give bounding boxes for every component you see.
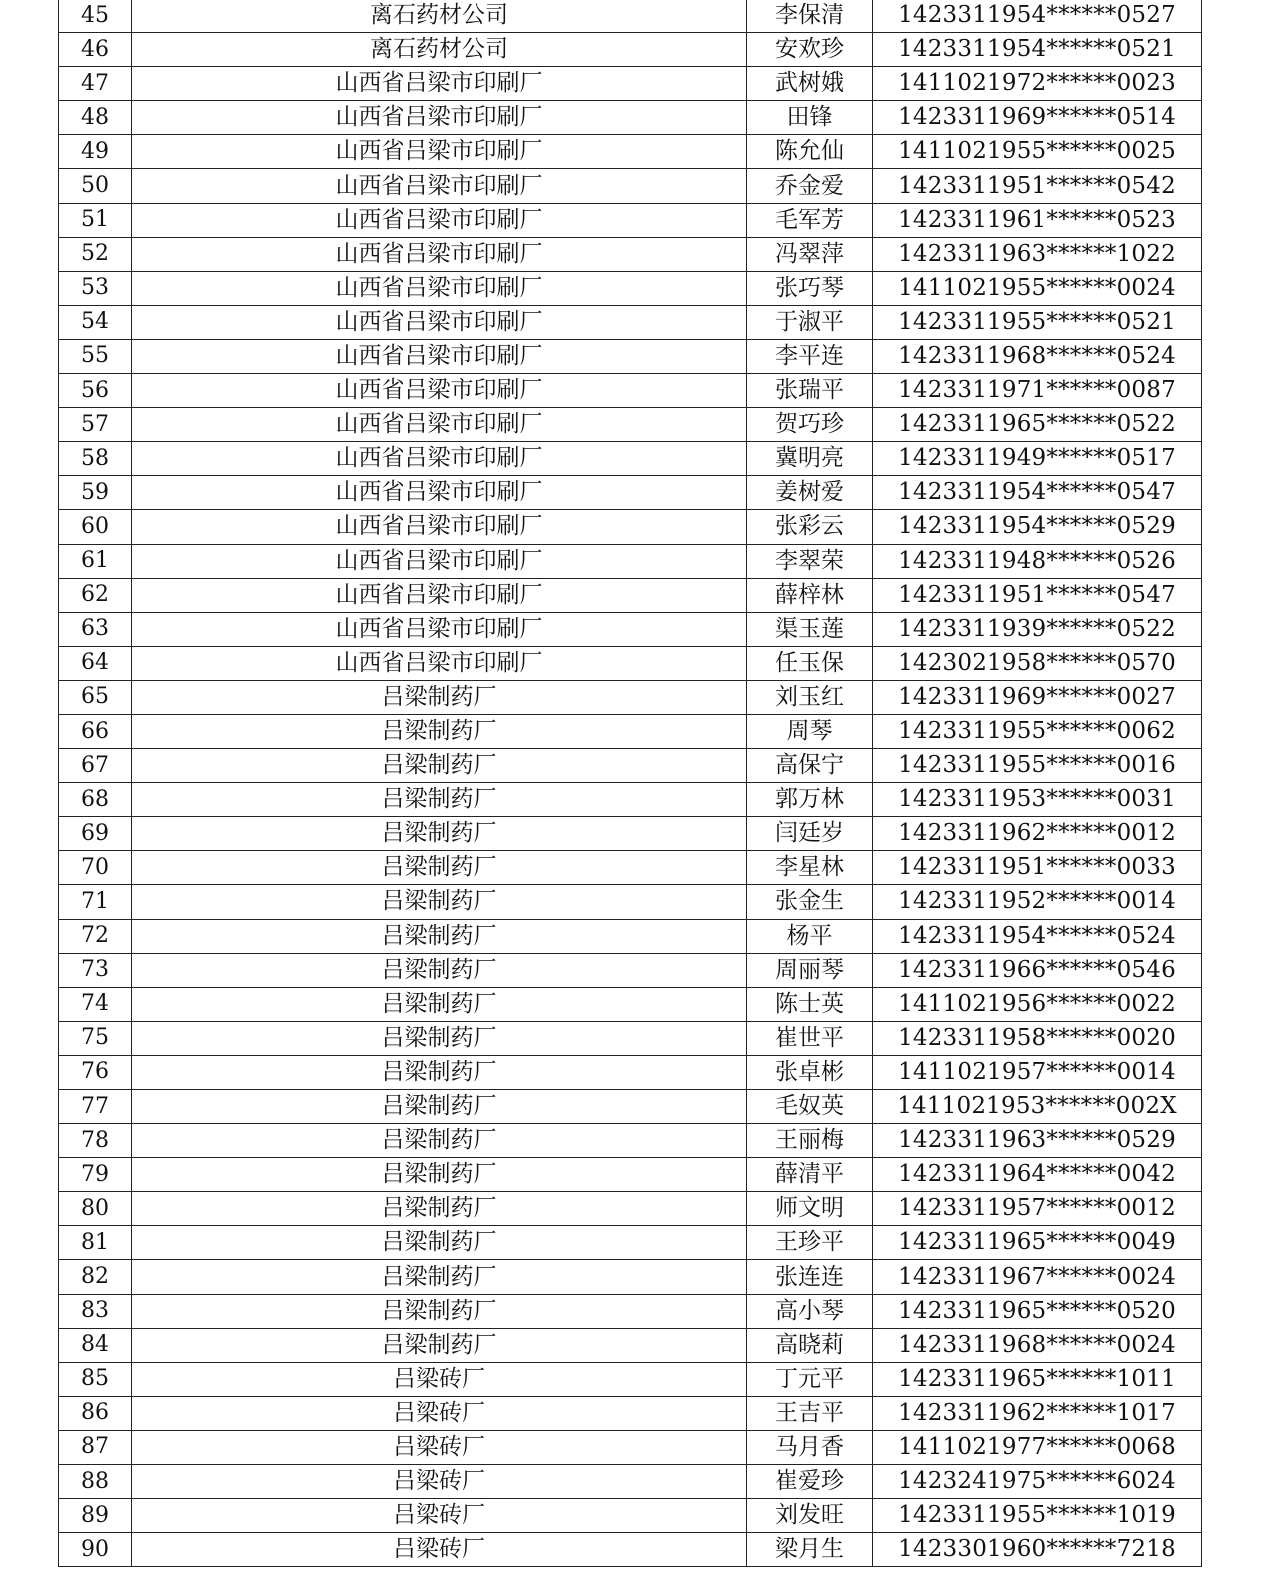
table-row [59, 749, 1202, 783]
table-row [59, 1021, 1202, 1055]
work-unit-cell: 离石药材公司 [132, 33, 747, 67]
id-number-cell: 1423311957******0012 [873, 1192, 1202, 1226]
work-unit-cell: 吕梁制药厂 [132, 1055, 747, 1089]
row-number-cell: 81 [59, 1226, 132, 1260]
work-unit-cell: 吕梁砖厂 [132, 1465, 747, 1499]
person-name-cell: 李星林 [747, 851, 873, 885]
id-number-cell: 1411021955******0024 [873, 271, 1202, 305]
table-row [59, 1533, 1202, 1567]
person-name-cell: 陈士英 [747, 987, 873, 1021]
row-number-cell: 51 [59, 203, 132, 237]
row-number-cell: 77 [59, 1090, 132, 1124]
table-row [59, 510, 1202, 544]
row-number-cell: 60 [59, 510, 132, 544]
person-name-cell: 薛梓林 [747, 578, 873, 612]
id-number-cell: 1423311951******0033 [873, 851, 1202, 885]
id-number-cell: 1423311965******1011 [873, 1362, 1202, 1396]
table-row [59, 1192, 1202, 1226]
work-unit-cell: 吕梁砖厂 [132, 1499, 747, 1533]
work-unit-cell: 山西省吕梁市印刷厂 [132, 271, 747, 305]
table-row [59, 33, 1202, 67]
row-number-cell: 50 [59, 169, 132, 203]
row-number-cell: 71 [59, 885, 132, 919]
table-row [59, 0, 1202, 33]
row-number-cell: 52 [59, 237, 132, 271]
id-number-cell: 1423241975******6024 [873, 1465, 1202, 1499]
table-row [59, 646, 1202, 680]
id-number-cell: 1423311962******1017 [873, 1396, 1202, 1430]
person-name-cell: 高晓莉 [747, 1328, 873, 1362]
row-number-cell: 49 [59, 135, 132, 169]
id-number-cell: 1423311954******0527 [873, 0, 1202, 33]
person-name-cell: 于淑平 [747, 305, 873, 339]
work-unit-cell: 吕梁制药厂 [132, 1328, 747, 1362]
row-number-cell: 87 [59, 1430, 132, 1464]
work-unit-cell: 山西省吕梁市印刷厂 [132, 442, 747, 476]
id-number-cell: 1423311965******0520 [873, 1294, 1202, 1328]
table-row [59, 305, 1202, 339]
id-number-cell: 1423311971******0087 [873, 374, 1202, 408]
person-name-cell: 陈允仙 [747, 135, 873, 169]
table-row [59, 442, 1202, 476]
row-number-cell: 68 [59, 783, 132, 817]
row-number-cell: 64 [59, 646, 132, 680]
id-number-cell: 1423311965******0522 [873, 408, 1202, 442]
id-number-cell: 1423311964******0042 [873, 1158, 1202, 1192]
id-number-cell: 1423311955******0016 [873, 749, 1202, 783]
row-number-cell: 55 [59, 339, 132, 373]
roster-table-body [59, 0, 1202, 1567]
table-row [59, 1499, 1202, 1533]
row-number-cell: 59 [59, 476, 132, 510]
table-row [59, 612, 1202, 646]
row-number-cell: 74 [59, 987, 132, 1021]
row-number-cell: 69 [59, 817, 132, 851]
work-unit-cell: 吕梁砖厂 [132, 1396, 747, 1430]
id-number-cell: 1411021953******002X [873, 1090, 1202, 1124]
id-number-cell: 1423311955******0521 [873, 305, 1202, 339]
table-row [59, 135, 1202, 169]
table-row [59, 1362, 1202, 1396]
person-name-cell: 冀明亮 [747, 442, 873, 476]
work-unit-cell: 山西省吕梁市印刷厂 [132, 612, 747, 646]
person-name-cell: 高小琴 [747, 1294, 873, 1328]
id-number-cell: 1423311968******0024 [873, 1328, 1202, 1362]
work-unit-cell: 山西省吕梁市印刷厂 [132, 169, 747, 203]
person-name-cell: 王珍平 [747, 1226, 873, 1260]
person-name-cell: 梁月生 [747, 1533, 873, 1567]
work-unit-cell: 吕梁砖厂 [132, 1362, 747, 1396]
work-unit-cell: 吕梁制药厂 [132, 953, 747, 987]
id-number-cell: 1423311966******0546 [873, 953, 1202, 987]
table-row [59, 237, 1202, 271]
person-name-cell: 崔世平 [747, 1021, 873, 1055]
table-row [59, 919, 1202, 953]
table-row [59, 476, 1202, 510]
work-unit-cell: 山西省吕梁市印刷厂 [132, 237, 747, 271]
id-number-cell: 1423311958******0020 [873, 1021, 1202, 1055]
id-number-cell: 1423311939******0522 [873, 612, 1202, 646]
id-number-cell: 1423311962******0012 [873, 817, 1202, 851]
table-row [59, 1465, 1202, 1499]
table-row [59, 783, 1202, 817]
row-number-cell: 62 [59, 578, 132, 612]
table-row [59, 1124, 1202, 1158]
table-row [59, 1158, 1202, 1192]
id-number-cell: 1423311961******0523 [873, 203, 1202, 237]
id-number-cell: 1423311953******0031 [873, 783, 1202, 817]
person-name-cell: 薛清平 [747, 1158, 873, 1192]
person-name-cell: 郭万林 [747, 783, 873, 817]
id-number-cell: 1423311967******0024 [873, 1260, 1202, 1294]
work-unit-cell: 吕梁制药厂 [132, 851, 747, 885]
id-number-cell: 1411021977******0068 [873, 1430, 1202, 1464]
row-number-cell: 63 [59, 612, 132, 646]
work-unit-cell: 吕梁制药厂 [132, 680, 747, 714]
row-number-cell: 66 [59, 714, 132, 748]
work-unit-cell: 吕梁制药厂 [132, 1260, 747, 1294]
id-number-cell: 1423311954******0521 [873, 33, 1202, 67]
table-row [59, 1260, 1202, 1294]
work-unit-cell: 吕梁制药厂 [132, 1294, 747, 1328]
person-name-cell: 闫廷岁 [747, 817, 873, 851]
work-unit-cell: 山西省吕梁市印刷厂 [132, 408, 747, 442]
row-number-cell: 45 [59, 0, 132, 33]
work-unit-cell: 离石药材公司 [132, 0, 747, 33]
work-unit-cell: 山西省吕梁市印刷厂 [132, 101, 747, 135]
work-unit-cell: 山西省吕梁市印刷厂 [132, 305, 747, 339]
person-name-cell: 任玉保 [747, 646, 873, 680]
row-number-cell: 56 [59, 374, 132, 408]
person-name-cell: 张金生 [747, 885, 873, 919]
person-name-cell: 张彩云 [747, 510, 873, 544]
person-name-cell: 李保清 [747, 0, 873, 33]
row-number-cell: 88 [59, 1465, 132, 1499]
id-number-cell: 1423021958******0570 [873, 646, 1202, 680]
work-unit-cell: 吕梁制药厂 [132, 714, 747, 748]
row-number-cell: 65 [59, 680, 132, 714]
id-number-cell: 1423311955******1019 [873, 1499, 1202, 1533]
row-number-cell: 48 [59, 101, 132, 135]
person-name-cell: 刘玉红 [747, 680, 873, 714]
row-number-cell: 70 [59, 851, 132, 885]
person-name-cell: 渠玉莲 [747, 612, 873, 646]
person-name-cell: 刘发旺 [747, 1499, 873, 1533]
table-row [59, 578, 1202, 612]
table-row [59, 987, 1202, 1021]
person-name-cell: 武树娥 [747, 67, 873, 101]
person-name-cell: 姜树爱 [747, 476, 873, 510]
work-unit-cell: 山西省吕梁市印刷厂 [132, 510, 747, 544]
person-name-cell: 师文明 [747, 1192, 873, 1226]
row-number-cell: 85 [59, 1362, 132, 1396]
person-name-cell: 乔金爱 [747, 169, 873, 203]
person-name-cell: 田锋 [747, 101, 873, 135]
id-number-cell: 1423311954******0529 [873, 510, 1202, 544]
id-number-cell: 1423311951******0547 [873, 578, 1202, 612]
person-name-cell: 张瑞平 [747, 374, 873, 408]
work-unit-cell: 吕梁砖厂 [132, 1430, 747, 1464]
table-row [59, 101, 1202, 135]
person-name-cell: 周琴 [747, 714, 873, 748]
person-name-cell: 贺巧珍 [747, 408, 873, 442]
person-name-cell: 张连连 [747, 1260, 873, 1294]
id-number-cell: 1411021955******0025 [873, 135, 1202, 169]
person-name-cell: 毛奴英 [747, 1090, 873, 1124]
table-row [59, 680, 1202, 714]
row-number-cell: 58 [59, 442, 132, 476]
person-name-cell: 张巧琴 [747, 271, 873, 305]
id-number-cell: 1423311963******1022 [873, 237, 1202, 271]
work-unit-cell: 山西省吕梁市印刷厂 [132, 476, 747, 510]
id-number-cell: 1423311954******0547 [873, 476, 1202, 510]
roster-table [58, 0, 1202, 1567]
row-number-cell: 78 [59, 1124, 132, 1158]
table-row [59, 817, 1202, 851]
id-number-cell: 1423311949******0517 [873, 442, 1202, 476]
row-number-cell: 75 [59, 1021, 132, 1055]
table-row [59, 339, 1202, 373]
person-name-cell: 王丽梅 [747, 1124, 873, 1158]
table-row [59, 544, 1202, 578]
table-row [59, 1328, 1202, 1362]
table-row [59, 203, 1202, 237]
row-number-cell: 82 [59, 1260, 132, 1294]
person-name-cell: 丁元平 [747, 1362, 873, 1396]
work-unit-cell: 山西省吕梁市印刷厂 [132, 339, 747, 373]
row-number-cell: 57 [59, 408, 132, 442]
row-number-cell: 53 [59, 271, 132, 305]
id-number-cell: 1411021956******0022 [873, 987, 1202, 1021]
row-number-cell: 90 [59, 1533, 132, 1567]
table-row [59, 1055, 1202, 1089]
table-row [59, 1294, 1202, 1328]
work-unit-cell: 吕梁制药厂 [132, 817, 747, 851]
person-name-cell: 马月香 [747, 1430, 873, 1464]
id-number-cell: 1423311968******0524 [873, 339, 1202, 373]
table-row [59, 714, 1202, 748]
work-unit-cell: 山西省吕梁市印刷厂 [132, 203, 747, 237]
work-unit-cell: 山西省吕梁市印刷厂 [132, 67, 747, 101]
id-number-cell: 1423311965******0049 [873, 1226, 1202, 1260]
work-unit-cell: 吕梁制药厂 [132, 1226, 747, 1260]
table-row [59, 1396, 1202, 1430]
id-number-cell: 1423311969******0027 [873, 680, 1202, 714]
person-name-cell: 王吉平 [747, 1396, 873, 1430]
id-number-cell: 1423311969******0514 [873, 101, 1202, 135]
table-row [59, 67, 1202, 101]
work-unit-cell: 吕梁制药厂 [132, 783, 747, 817]
id-number-cell: 1423311955******0062 [873, 714, 1202, 748]
table-row [59, 1226, 1202, 1260]
person-name-cell: 李翠荣 [747, 544, 873, 578]
work-unit-cell: 吕梁制药厂 [132, 749, 747, 783]
person-name-cell: 杨平 [747, 919, 873, 953]
id-number-cell: 1411021957******0014 [873, 1055, 1202, 1089]
person-name-cell: 张卓彬 [747, 1055, 873, 1089]
row-number-cell: 84 [59, 1328, 132, 1362]
row-number-cell: 86 [59, 1396, 132, 1430]
work-unit-cell: 吕梁制药厂 [132, 1192, 747, 1226]
work-unit-cell: 吕梁制药厂 [132, 987, 747, 1021]
id-number-cell: 1423311963******0529 [873, 1124, 1202, 1158]
person-name-cell: 周丽琴 [747, 953, 873, 987]
row-number-cell: 46 [59, 33, 132, 67]
row-number-cell: 72 [59, 919, 132, 953]
work-unit-cell: 吕梁制药厂 [132, 1090, 747, 1124]
work-unit-cell: 山西省吕梁市印刷厂 [132, 578, 747, 612]
row-number-cell: 89 [59, 1499, 132, 1533]
row-number-cell: 79 [59, 1158, 132, 1192]
person-name-cell: 毛军芳 [747, 203, 873, 237]
work-unit-cell: 山西省吕梁市印刷厂 [132, 544, 747, 578]
work-unit-cell: 吕梁制药厂 [132, 1021, 747, 1055]
table-row [59, 851, 1202, 885]
row-number-cell: 67 [59, 749, 132, 783]
id-number-cell: 1411021972******0023 [873, 67, 1202, 101]
work-unit-cell: 山西省吕梁市印刷厂 [132, 374, 747, 408]
person-name-cell: 高保宁 [747, 749, 873, 783]
work-unit-cell: 吕梁砖厂 [132, 1533, 747, 1567]
person-name-cell: 李平连 [747, 339, 873, 373]
table-row [59, 169, 1202, 203]
id-number-cell: 1423301960******7218 [873, 1533, 1202, 1567]
table-row [59, 953, 1202, 987]
work-unit-cell: 吕梁制药厂 [132, 1124, 747, 1158]
row-number-cell: 47 [59, 67, 132, 101]
table-row [59, 374, 1202, 408]
work-unit-cell: 吕梁制药厂 [132, 919, 747, 953]
work-unit-cell: 山西省吕梁市印刷厂 [132, 135, 747, 169]
work-unit-cell: 吕梁制药厂 [132, 1158, 747, 1192]
id-number-cell: 1423311951******0542 [873, 169, 1202, 203]
table-row [59, 408, 1202, 442]
person-name-cell: 冯翠萍 [747, 237, 873, 271]
person-name-cell: 安欢珍 [747, 33, 873, 67]
table-row [59, 1430, 1202, 1464]
id-number-cell: 1423311952******0014 [873, 885, 1202, 919]
row-number-cell: 76 [59, 1055, 132, 1089]
id-number-cell: 1423311954******0524 [873, 919, 1202, 953]
table-row [59, 1090, 1202, 1124]
row-number-cell: 61 [59, 544, 132, 578]
row-number-cell: 54 [59, 305, 132, 339]
person-name-cell: 崔爱珍 [747, 1465, 873, 1499]
work-unit-cell: 吕梁制药厂 [132, 885, 747, 919]
row-number-cell: 73 [59, 953, 132, 987]
row-number-cell: 83 [59, 1294, 132, 1328]
id-number-cell: 1423311948******0526 [873, 544, 1202, 578]
row-number-cell: 80 [59, 1192, 132, 1226]
work-unit-cell: 山西省吕梁市印刷厂 [132, 646, 747, 680]
table-row [59, 271, 1202, 305]
table-row [59, 885, 1202, 919]
